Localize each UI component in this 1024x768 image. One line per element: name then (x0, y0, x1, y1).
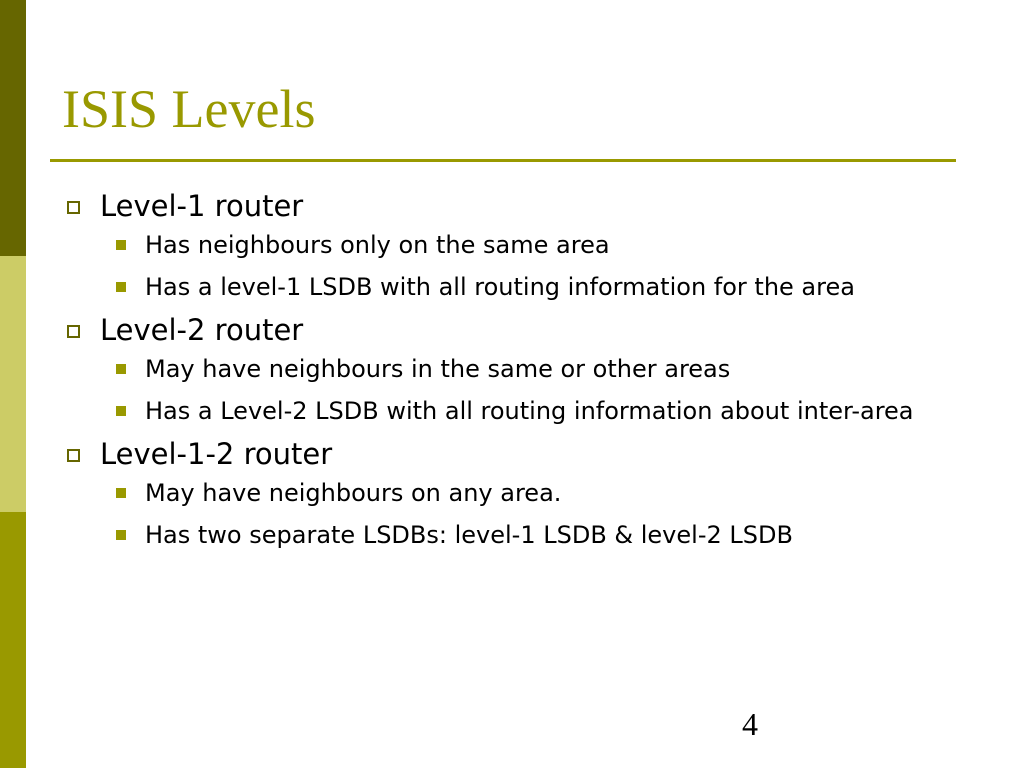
sub-bullet-item (62, 518, 942, 552)
hollow-square-bullet-icon (67, 325, 80, 338)
sub-bullet-item (62, 476, 942, 510)
square-bullet-icon (116, 364, 126, 374)
accent-bar-middle (0, 256, 26, 512)
bullet-text: Level-2 router (100, 313, 304, 347)
sub-bullet-text: Has a Level-2 LSDB with all routing information about inter-area (145, 397, 914, 425)
square-bullet-icon (116, 530, 126, 540)
sub-bullet-item (62, 394, 942, 428)
bullet-item (62, 436, 942, 472)
sub-bullet-text: May have neighbours on any area. (145, 479, 562, 507)
sub-bullet-text: Has two separate LSDBs: level-1 LSDB & level-2 LSDB (145, 521, 793, 549)
accent-bar-bottom (0, 512, 26, 768)
bullet-item (62, 188, 942, 224)
hollow-square-bullet-icon (67, 449, 80, 462)
sub-bullet-item (62, 352, 942, 386)
bullet-group (62, 436, 942, 552)
sub-bullet-item (62, 270, 942, 304)
bullet-item (62, 312, 942, 348)
title-divider (50, 159, 956, 162)
square-bullet-icon (116, 406, 126, 416)
bullet-list (62, 188, 942, 560)
bullet-group (62, 188, 942, 304)
square-bullet-icon (116, 240, 126, 250)
bullet-group (62, 312, 942, 428)
page-number: 4 (742, 706, 758, 742)
sub-bullet-text: Has neighbours only on the same area (145, 231, 610, 259)
sub-bullet-list (62, 228, 942, 304)
slide-title: ISIS Levels (62, 79, 316, 139)
hollow-square-bullet-icon (67, 201, 80, 214)
square-bullet-icon (116, 488, 126, 498)
accent-bar-top (0, 0, 26, 256)
sub-bullet-text: May have neighbours in the same or other areas (145, 355, 731, 383)
sub-bullet-item (62, 228, 942, 262)
sub-bullet-list (62, 352, 942, 428)
sub-bullet-text: Has a level-1 LSDB with all routing information for the area (145, 273, 855, 301)
bullet-text: Level-1-2 router (100, 437, 333, 471)
bullet-text: Level-1 router (100, 189, 304, 223)
sub-bullet-list (62, 476, 942, 552)
square-bullet-icon (116, 282, 126, 292)
